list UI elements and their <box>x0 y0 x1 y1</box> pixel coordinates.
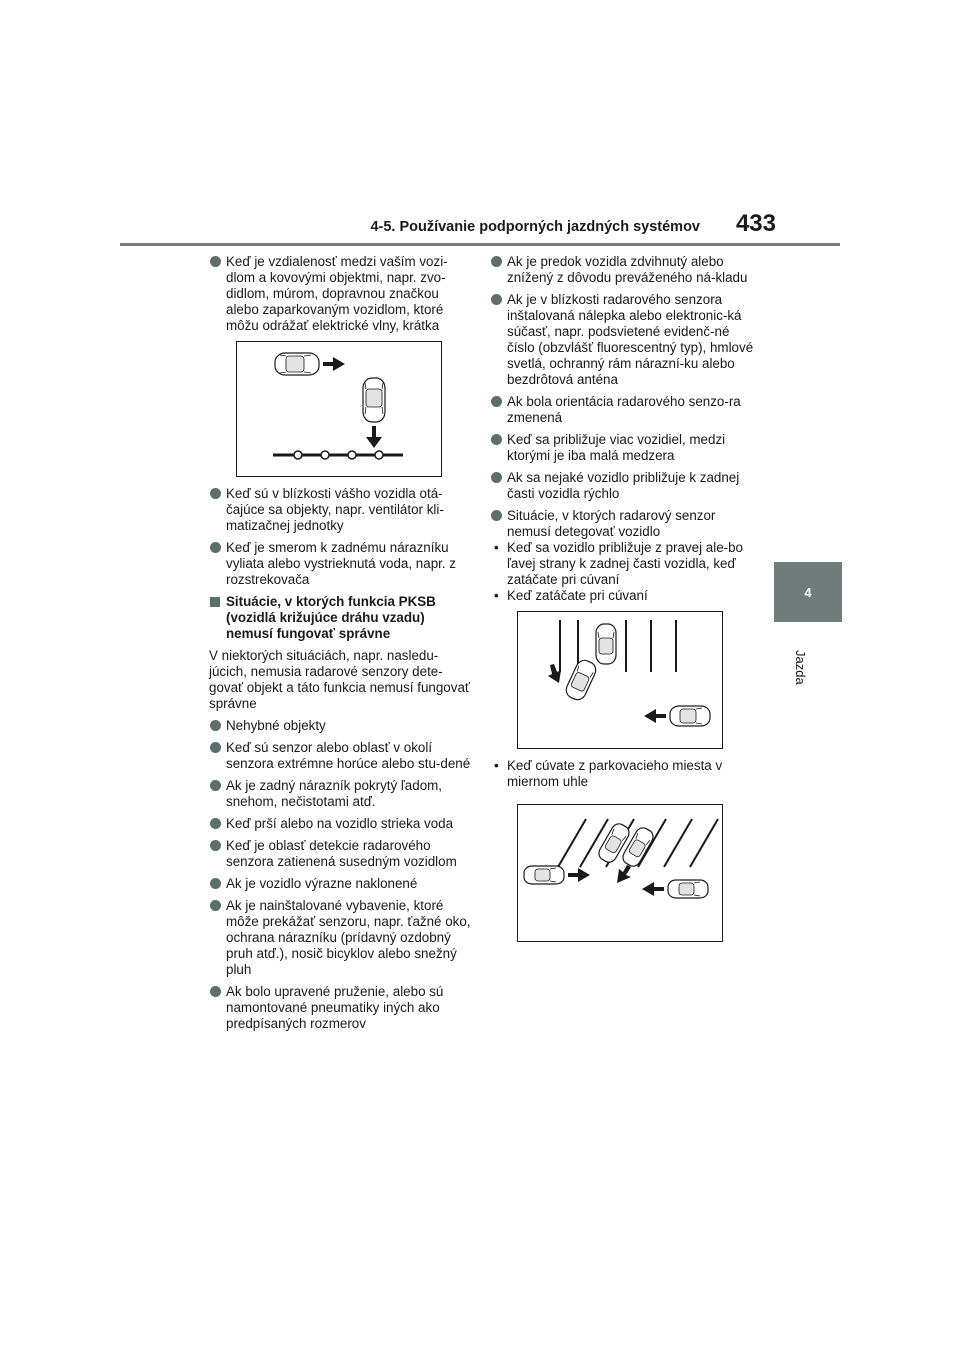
dash-text: Keď cúvate z parkovacieho miesta v miernom uhle <box>507 758 723 789</box>
bullet-item <box>490 394 760 426</box>
bullet-text: Keď sú v blízkosti vášho vozidla otá-čajúce sa objekty, napr. ventilátor kli-matizačnej jednotky <box>226 486 444 533</box>
section-heading <box>209 594 471 642</box>
page-number: 433 <box>735 210 776 237</box>
chapter-tab[interactable] <box>774 562 842 622</box>
bullet-item <box>490 254 760 286</box>
bullet-item <box>209 718 471 734</box>
bullet-dot-icon <box>491 510 502 521</box>
chapter-number: 4 <box>804 584 812 600</box>
bullet-text: Keď sa približuje viac vozidiel, medzi ktorými je iba malá medzera <box>507 432 726 463</box>
figure-metal-objects <box>236 341 442 477</box>
right-column <box>490 254 760 951</box>
bullet-dot-icon <box>210 818 221 829</box>
parked-car-icon <box>596 624 616 664</box>
header-rule <box>120 243 840 246</box>
bullet-dot-icon <box>210 878 221 889</box>
car-crossing-icon <box>275 353 319 375</box>
bullet-dot-icon <box>491 472 502 483</box>
bullet-dot-icon <box>491 294 502 305</box>
bullet-text: Ak je predok vozidla zdvihnutý alebo znížený z dôvodu preváženého ná-kladu <box>507 254 748 285</box>
bullet-text: Ak bolo upravené pruženie, alebo sú namontované pneumatiky iných ako predpísaných rozmerov <box>226 984 444 1031</box>
bullet-text: Keď je smerom k zadnému nárazníku vyliata alebo vystrieknutá voda, napr. z rozstrekovača <box>226 540 457 587</box>
bullet-item <box>209 816 471 832</box>
reversing-car-icon <box>563 658 598 703</box>
intro-paragraph: V niektorých situáciách, napr. nasledu-júcich, nemusia radarové senzory dete-govať objekt a táto funkcia nemusí fungovať správne <box>209 648 470 711</box>
bullet-dot-icon <box>491 256 502 267</box>
dash-text: Keď zatáčate pri cúvaní <box>507 588 648 603</box>
approaching-car-icon <box>670 706 710 726</box>
dash-mark: • <box>494 588 499 603</box>
bullet-dot-icon <box>210 900 221 911</box>
bullet-item <box>209 984 471 1032</box>
heading-square-icon <box>210 597 220 607</box>
bullet-text: Keď sú senzor alebo oblasť v okolí senzora extrémne horúce alebo stu-dené <box>226 740 471 771</box>
bullet-dot-icon <box>210 742 221 753</box>
bullet-text: Ak sa nejaké vozidlo približuje k zadnej časti vozidla rýchlo <box>507 470 740 501</box>
approaching-car-right-icon <box>668 880 708 898</box>
bullet-dot-icon <box>210 840 221 851</box>
bullet-item <box>209 540 471 588</box>
bullet-item <box>490 470 760 502</box>
bullet-item <box>490 432 760 464</box>
bullet-dot-icon <box>210 542 221 553</box>
section-title: 4-5. Používanie podporných jazdných systémov <box>370 219 700 235</box>
bullet-dot-icon <box>210 720 221 731</box>
dash-item <box>490 540 760 588</box>
bullet-text: Keď je vzdialenosť medzi vaším vozi-dlom a kovovými objektmi, napr. zvo-didlom, múrom, dopravnou značkou alebo zaparkovaným vozidlom, ktoré môžu odrážať elektrické vlny, krátka <box>226 254 448 333</box>
approaching-car-left-icon <box>524 866 564 884</box>
bullet-text: Ak je vozidlo výrazne naklonené <box>226 876 418 891</box>
dash-mark: • <box>494 540 499 555</box>
bullet-item <box>209 838 471 870</box>
bullet-text: Keď je oblasť detekcie radarového senzora zatienená susedným vozidlom <box>226 838 457 869</box>
bullet-text: Ak je zadný nárazník pokrytý ľadom, snehom, nečistotami atď. <box>226 778 443 809</box>
dash-item <box>490 758 760 790</box>
bullet-text: Nehybné objekty <box>226 718 326 733</box>
dash-item <box>490 588 760 604</box>
left-column <box>209 254 471 1038</box>
bullet-text: Ak je v blízkosti radarového senzora inštalovaná nálepka alebo elektronic-ká súčasť, napr. podsvietené evidenč-né číslo (obzvlášť fluorescentný typ), hmlové svetlá, ochranný rám nárazní-ku alebo bezdrôtová anténa <box>507 292 754 387</box>
dash-mark: • <box>494 758 499 773</box>
heading-text: Situácie, v ktorých funkcia PKSB (vozidlá križujúce dráhu vzadu) nemusí fungovať správne <box>226 594 436 641</box>
bullet-text: Keď prší alebo na vozidlo strieka voda <box>226 816 454 831</box>
bullet-item <box>209 876 471 892</box>
figure-turning-reverse <box>517 611 723 749</box>
bullet-dot-icon <box>210 488 221 499</box>
bullet-dot-icon <box>210 986 221 997</box>
bullet-item <box>209 486 471 534</box>
bullet-dot-icon <box>491 396 502 407</box>
bullet-dot-icon <box>210 256 221 267</box>
bullet-item <box>209 254 471 334</box>
bullet-item <box>490 508 760 540</box>
chapter-name: Jazda <box>793 650 808 685</box>
bullet-item <box>209 740 471 772</box>
dash-text: Keď sa vozidlo približuje z pravej ale-bo ľavej strany k zadnej časti vozidla, keď zatáčate pri cúvaní <box>507 540 743 587</box>
bullet-dot-icon <box>210 780 221 791</box>
bullet-item <box>490 292 760 388</box>
bullet-text: Ak bola orientácia radarového senzo-ra zmenená <box>507 394 741 425</box>
figure-angled-parking <box>517 804 723 942</box>
bullet-text: Ak je nainštalované vybavenie, ktoré môže prekážať senzoru, napr. ťažné oko, ochrana nárazníku (prídavný ozdobný pruh atď.), nosič bicyklov alebo snežný pluh <box>226 898 471 977</box>
bullet-item <box>209 778 471 810</box>
bullet-dot-icon <box>491 434 502 445</box>
bullet-item <box>209 898 471 978</box>
car-reversing-icon <box>363 378 385 422</box>
bullet-text: Situácie, v ktorých radarový senzor nemusí detegovať vozidlo <box>507 508 716 539</box>
